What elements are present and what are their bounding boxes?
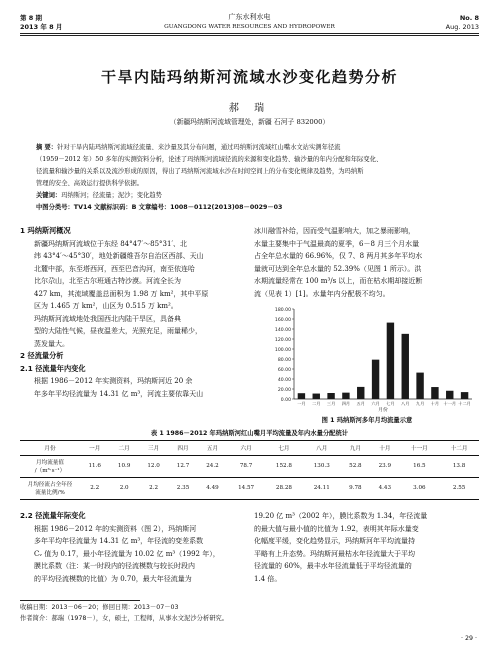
table-cell: 2.2 [90,485,100,491]
x-tick-label: 九月 [415,401,425,406]
table-cell: 23.9 [378,463,392,469]
table-header-cell: 八月 [316,445,328,452]
table-header-cell: 四月 [177,445,189,452]
header-month: Aug. 2013 [445,23,479,31]
bar [298,393,305,399]
table-header-cell: 二月 [118,445,130,452]
x-tick-label: 十二月 [458,401,471,406]
received-date: 收稿日期：2013－06－20；修回日期：2013－07－03 [20,604,179,611]
y-tick-label: 160.00 [274,317,291,323]
header-no: No. 8 [459,14,479,22]
x-tick-label: 四月 [341,401,351,406]
table-header-cell: 五月 [206,445,219,452]
bar [372,360,379,399]
bar [357,387,364,399]
table-cell: 12.7 [176,463,190,469]
table-header-cell: 十月 [379,445,391,452]
table-row-label: 月均径流占全年径 流量比例/% [27,482,73,496]
table-cell: 4.49 [206,485,219,491]
table-cell: 2.55 [452,485,466,491]
section-2-heading: 2 径流量分析 [20,351,64,360]
table-row [20,477,479,499]
y-tick-label: 60.00 [277,367,291,373]
header-issue: 第 8 期 [20,14,43,22]
section-2-1-heading: 2.1 径流量年内变化 [20,363,86,373]
monthly-flow-chart [254,303,480,413]
page-number: · 29 · [460,635,477,642]
y-tick-label: 100.00 [274,347,291,353]
table-row [20,455,479,477]
right-column: 冰川融雪补给，因而受气温影响大，加之暴雨影响， 水量主要集中于气温最高的夏季，6－8 月三个月水量 占全年总水量的 66.96%，仅 7、8 两月其多年平均水 量就可达到全年总水量的 52.39%（见图 1 所示）。洪 水期流量经常在 100 m³/s 以上，而在枯水期却接近断 流（见表 1）[1]。水量年内分配极不均匀。 [254,227,423,298]
abstract-line: 管理的安全、高效运行提供科学依据。 [36,180,144,187]
table-header-cell: 三月 [147,445,160,452]
y-tick-label: 180.00 [274,307,291,313]
header-journal-cn: 广东水利水电 [228,13,271,21]
lower-right-column: 19.20 亿 m³（2002 年），膜比系数为 1.34，年径流量 的最大值与最小值的比值为 1.92，表明其年际水量变 化幅度平缓，变化趋势显示，玛纳斯河年平均流量持 平略有上升态势。玛纳斯河最枯水年径流量大于平均 径流量的 60%，最丰水年径流量低于平均径流量的 1.4 倍。 [254,512,428,583]
y-tick-label: 120.00 [274,337,291,343]
bar [461,392,468,399]
abstract-line: 摘 要：针对干旱内陆玛纳斯河流域径流量、来沙量及其分布问题，通过玛纳斯河流域红山嘴水文站实测年径流 [36,144,341,151]
y-tick-label: 0.00 [280,397,291,403]
lower-left-column [20,510,248,585]
header-journal-en: GUANGDONG WATER RESOURCES AND HYDROPOWER [164,24,335,30]
table-cell: 24.2 [206,463,219,469]
abstract-label: 摘 要： [36,144,58,151]
flow-table [20,441,479,500]
bar [327,393,334,399]
table-header-cell: 一月 [89,445,101,452]
abstract-line: 径流量和输沙量的关系以及流沙形成的原因，得出了玛纳斯河流域水沙在时间空间上的分布变化规律及趋势，为玛纳斯 [36,168,364,175]
figure-caption: 图 1 玛纳斯河多年月均流量示意 [321,417,413,424]
author: 郝 瑞 [228,103,271,114]
bar [431,387,438,399]
abstract-block [36,142,464,214]
x-tick-label: 六月 [371,401,380,406]
header-date: 2013 年 8 月 [20,23,63,31]
table-header-cell: 十一月 [410,445,428,452]
table-header-cell: 九月 [349,445,361,452]
keywords: 玛纳斯河；径流量；泥沙；变化趋势 [61,192,162,199]
article-title: 干旱内陆玛纳斯河流域水沙变化趋势分析 [100,68,398,86]
bar [416,373,423,399]
y-tick-label: 140.00 [274,327,291,333]
bar [342,393,349,399]
table-header-cell: 十二月 [450,445,468,452]
bar [446,391,453,399]
section-2-2-heading: 2.2 径流量年际变化 [20,511,86,520]
section-1-heading: 1 玛纳斯河概况 [20,226,71,235]
table-cell: 13.8 [452,463,466,469]
classification-line: 中图分类号：TV14 文献标识码：B 文章编号：1008－0112(2013)08－0029－03 [36,204,283,211]
table-cell: 10.9 [117,463,131,469]
x-tick-label: 三月 [326,401,336,406]
affiliation: （新疆玛纳斯河流域管理处，新疆 石河子 832000） [169,118,330,126]
keywords-line [36,190,464,202]
paragraph: 根据 1986－2012 年的实测资料（图 2），玛纳斯河 多年平均年径流量为 14.31 亿 m³，年径流的变差系数 Cᵥ 值为 0.17，最小年径流量为 10.02 亿 m³（1992 年）， 膜比系数（注：某一时段内的径流模数与较长时段内 的平均径流模数的比值）为 0.70，最大年径流量为 [34,524,220,583]
x-tick-label: 一月 [297,401,306,406]
table-cell: 130.3 [313,463,330,469]
x-tick-label: 七月 [386,401,395,406]
bar [313,394,320,399]
table-cell: 14.57 [238,485,255,491]
x-tick-label: 二月 [312,401,321,406]
table-row-label: 月均流量值 /（m³·s⁻¹） [34,460,66,474]
paragraph: 根据 1986－2012 年实测资料，玛纳斯河近 20 余 年多年平均径流量为 14.31 亿 m³，河流主要依靠天山 [34,377,204,398]
x-tick-label: 八月 [401,401,410,406]
bar [387,323,394,399]
paragraph: 玛纳斯河流域地处我国西北内陆干旱区，具备典 型的大陆性气候，昼夜温差大，光照充足，雨量稀少， 蒸发量大。 [34,314,202,348]
table-header-label: 月份 [44,445,56,452]
table-cell: 24.11 [313,485,330,491]
table-caption: 表 1 1986－2012 年玛纳斯河红山嘴月平均流量及年内水量分配统计 [150,430,349,437]
table-cell: 152.8 [275,463,292,469]
footnote-rule [20,600,140,601]
table-cell: 16.5 [413,463,426,469]
x-tick-label: 十月 [430,401,440,406]
table-header-cell: 六月 [240,445,252,452]
table-cell: 4.43 [378,485,392,491]
y-tick-label: 20.00 [277,387,291,393]
table-header-cell: 七月 [278,445,290,452]
keywords-label: 关键词： [36,192,62,199]
bar [402,334,409,399]
x-tick-label: 十一月 [443,401,457,406]
table-cell: 52.8 [349,463,362,469]
y-tick-label: 40.00 [277,377,291,383]
table-cell: 2.0 [119,485,129,491]
author-bio: 作者简介：郝瑞（1978－），女，硕士，工程师，从事水文泥沙分析研究。 [20,615,229,622]
header-rule-2 [20,35,479,36]
paragraph: 新疆玛纳斯河流域位于东经 84°47′～85°31′、北 纬 43°4′～45°30′，地处新疆维吾尔自治区西部、天山 北麓中部，东至塔西河，西至巴音沟河，南至依连哈 比尔尕山，北至古尔班通古特沙漠。河流全长为 427 km，其流域覆盖总面积为 1.98 万 km²，其中平原 区为 1.465 万 km²，山区为 0.515 万 km²。 [34,239,209,310]
header-rule [20,33,479,34]
left-column [20,225,248,400]
table-cell: 2.35 [176,485,190,491]
x-axis-label: 月份 [378,408,388,413]
abstract-line: （1959－2012 年）50 多年的实测资料分析，论述了玛纳斯河流域径流的来源和变化趋势、输沙量的年内分配和年际变化、 [36,156,383,163]
table-cell: 9.78 [349,485,362,491]
table-cell: 28.28 [275,485,292,491]
x-tick-label: 五月 [356,401,365,406]
table-header-row [20,441,479,455]
table-cell: 11.6 [88,463,101,469]
table-cell: 3.06 [413,485,426,491]
table-cell: 2.2 [149,485,159,491]
table-cell: 12.0 [147,463,160,469]
table-cell: 78.7 [239,463,253,469]
y-tick-label: 80.00 [277,357,291,363]
